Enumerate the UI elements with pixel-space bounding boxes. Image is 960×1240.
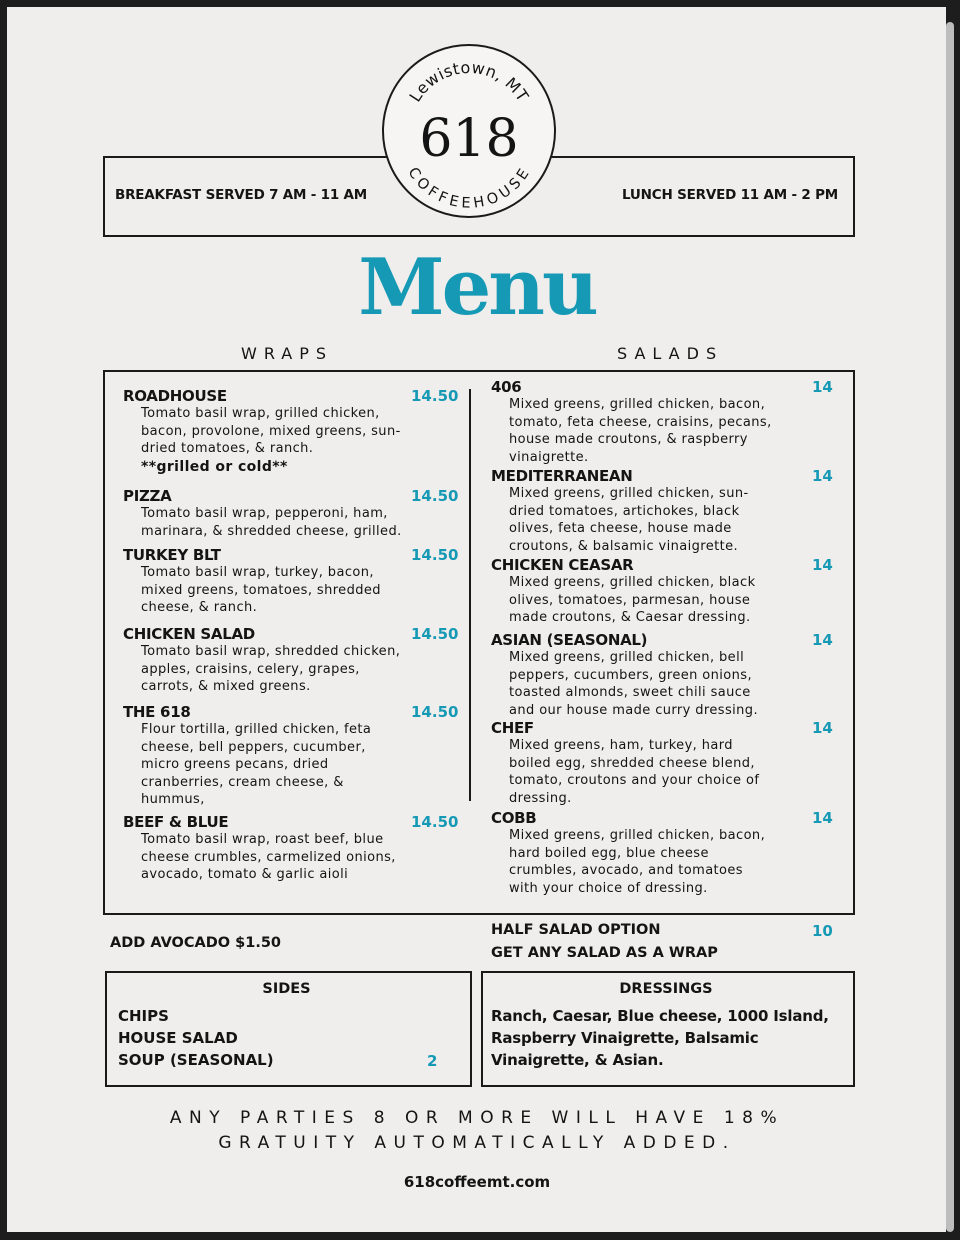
website-link[interactable]: 618coffeemt.com — [403, 1173, 551, 1191]
menu-item-name: MEDITERRANEAN — [491, 467, 633, 485]
description-line: Tomato basil wrap, roast beef, blue — [141, 832, 384, 847]
description-line: marinara, & shredded cheese, grilled. — [141, 523, 402, 539]
description-line: olives, feta cheese, house made — [509, 521, 732, 536]
menu-item-name: ASIAN (SEASONAL) — [491, 631, 648, 649]
gratuity-line: ANY PARTIES 8 OR MORE WILL HAVE 18% — [169, 1108, 785, 1128]
menu-item-price: 14.50 — [411, 546, 459, 564]
salad-as-wrap-note: GET ANY SALAD AS A WRAP — [491, 945, 718, 961]
dressings-line: Vinaigrette, & Asian. — [491, 1051, 664, 1069]
menu-item-description — [509, 574, 756, 627]
coffeehouse-logo — [382, 44, 556, 218]
description-line: Mixed greens, grilled chicken, bacon, — [509, 828, 766, 843]
logo-top-text: Lewistown, MT — [405, 57, 533, 106]
description-line: cranberries, cream cheese, & — [141, 774, 344, 790]
menu-item-price: 14 — [812, 556, 833, 574]
description-line: tomato, croutons and your choice of — [509, 773, 760, 788]
menu-item-name: CHICKEN SALAD — [123, 625, 255, 643]
menu-item-price: 14.50 — [411, 703, 459, 721]
description-line: Tomato basil wrap, shredded chicken, — [141, 644, 401, 659]
menu-item-name: TURKEY BLT — [123, 546, 221, 564]
menu-item-price: 14 — [812, 631, 833, 649]
sides-price: 2 — [427, 1052, 438, 1070]
description-line: cheese, bell peppers, cucumber, — [141, 739, 366, 755]
menu-item-description — [141, 831, 396, 884]
description-line: Mixed greens, grilled chicken, black — [509, 575, 756, 590]
menu-item-description — [141, 721, 371, 809]
description-line: cheese crumbles, carmelized onions, — [141, 849, 396, 865]
description-line: dried tomatoes, & ranch. — [141, 441, 314, 456]
menu-item-price: 14 — [812, 467, 833, 485]
menu-item-description — [141, 564, 381, 617]
menu-item-description — [509, 485, 749, 555]
sides-list — [118, 1005, 274, 1071]
description-line: Mixed greens, grilled chicken, bacon, — [509, 397, 766, 412]
side-item: HOUSE SALAD — [118, 1029, 238, 1047]
dressings-list — [491, 1005, 829, 1071]
wraps-heading: WRAPS — [241, 344, 334, 363]
description-line: Mixed greens, ham, turkey, hard — [509, 738, 733, 753]
breakfast-hours: BREAKFAST SERVED 7 AM - 11 AM — [115, 187, 368, 203]
description-line: apples, craisins, celery, grapes, — [141, 661, 360, 677]
logo-number: 618 — [419, 109, 519, 169]
description-line: croutons, & balsamic vinaigrette. — [509, 538, 739, 554]
menu-item-name: 406 — [491, 378, 522, 396]
lunch-hours: LUNCH SERVED 11 AM - 2 PM — [622, 187, 838, 203]
description-line: vinaigrette. — [509, 449, 589, 465]
description-line: cheese, & ranch. — [141, 600, 258, 615]
menu-item-price: 14 — [812, 719, 833, 737]
side-item: CHIPS — [118, 1007, 169, 1025]
menu-item-note: **grilled or cold** — [141, 458, 288, 475]
description-line: peppers, cucumbers, green onions, — [509, 667, 752, 683]
description-line: Mixed greens, grilled chicken, bell — [509, 650, 745, 665]
description-line: hard boiled egg, blue cheese — [509, 845, 709, 861]
description-line: hummus, — [141, 792, 205, 807]
column-divider — [469, 389, 471, 801]
menu-item-price: 14 — [812, 378, 833, 396]
gratuity-line: GRATUITY AUTOMATICALLY ADDED. — [218, 1133, 736, 1153]
dressings-title: DRESSINGS — [619, 981, 713, 997]
menu-item-description — [141, 505, 402, 540]
menu-item-name: ROADHOUSE — [123, 387, 227, 405]
dressings-line: Raspberry Vinaigrette, Balsamic — [491, 1029, 759, 1047]
menu-item-price: 14.50 — [411, 387, 459, 405]
description-line: made croutons, & Caesar dressing. — [509, 610, 751, 625]
half-salad-option: HALF SALAD OPTION — [491, 922, 661, 938]
add-avocado-note: ADD AVOCADO $1.50 — [110, 935, 282, 951]
description-line: with your choice of dressing. — [509, 880, 708, 896]
menu-item-description — [509, 396, 772, 466]
description-line: Mixed greens, grilled chicken, sun- — [509, 486, 749, 501]
description-line: Flour tortilla, grilled chicken, feta — [141, 722, 372, 737]
menu-item-name: BEEF & BLUE — [123, 813, 229, 831]
menu-item-description — [141, 643, 400, 696]
gratuity-notice — [103, 1106, 851, 1156]
description-line: tomato, feta cheese, craisins, pecans, — [509, 414, 772, 430]
menu-item-name: THE 618 — [123, 703, 191, 721]
description-line: crumbles, avocado, and tomatoes — [509, 863, 743, 878]
sides-title: SIDES — [262, 981, 311, 997]
menu-item-name: CHEF — [491, 719, 534, 737]
description-line: and our house made curry dressing. — [509, 702, 758, 718]
menu-item-description — [509, 737, 759, 807]
description-line: carrots, & mixed greens. — [141, 679, 311, 694]
description-line: Tomato basil wrap, turkey, bacon, — [141, 565, 374, 580]
description-line: dressing. — [509, 790, 572, 806]
menu-item-price: 14.50 — [411, 813, 459, 831]
menu-page — [7, 7, 946, 1232]
logo-seal-svg — [384, 46, 554, 216]
menu-item-price: 14.50 — [411, 487, 459, 505]
description-line: avocado, tomato & garlic aioli — [141, 867, 349, 882]
menu-item-description — [509, 827, 765, 897]
description-line: dried tomatoes, artichokes, black — [509, 503, 740, 519]
scrollbar[interactable] — [946, 22, 954, 1232]
description-line: bacon, provolone, mixed greens, sun- — [141, 423, 401, 439]
menu-item-price: 14.50 — [411, 625, 459, 643]
description-line: boiled egg, shredded cheese blend, — [509, 755, 755, 771]
description-line: toasted almonds, sweet chili sauce — [509, 685, 751, 700]
menu-item-description — [509, 649, 758, 719]
menu-item-price: 14 — [812, 809, 833, 827]
description-line: Tomato basil wrap, grilled chicken, — [141, 406, 380, 421]
menu-item-description — [141, 405, 401, 476]
description-line: mixed greens, tomatoes, shredded — [141, 582, 381, 598]
side-item: SOUP (SEASONAL) — [118, 1051, 274, 1069]
salads-heading: SALADS — [617, 344, 724, 363]
menu-item-name: PIZZA — [123, 487, 172, 505]
description-line: micro greens pecans, dried — [141, 757, 329, 772]
description-line: house made croutons, & raspberry — [509, 432, 748, 447]
description-line: olives, tomatoes, parmesan, house — [509, 592, 751, 608]
half-salad-price: 10 — [812, 922, 833, 940]
description-line: Tomato basil wrap, pepperoni, ham, — [141, 506, 388, 521]
menu-item-name: CHICKEN CEASAR — [491, 556, 634, 574]
menu-item-name: COBB — [491, 809, 537, 827]
menu-title: Menu — [358, 242, 596, 333]
dressings-line: Ranch, Caesar, Blue cheese, 1000 Island, — [491, 1007, 829, 1025]
logo-bottom-text: COFFEEHOUSE — [404, 164, 534, 212]
